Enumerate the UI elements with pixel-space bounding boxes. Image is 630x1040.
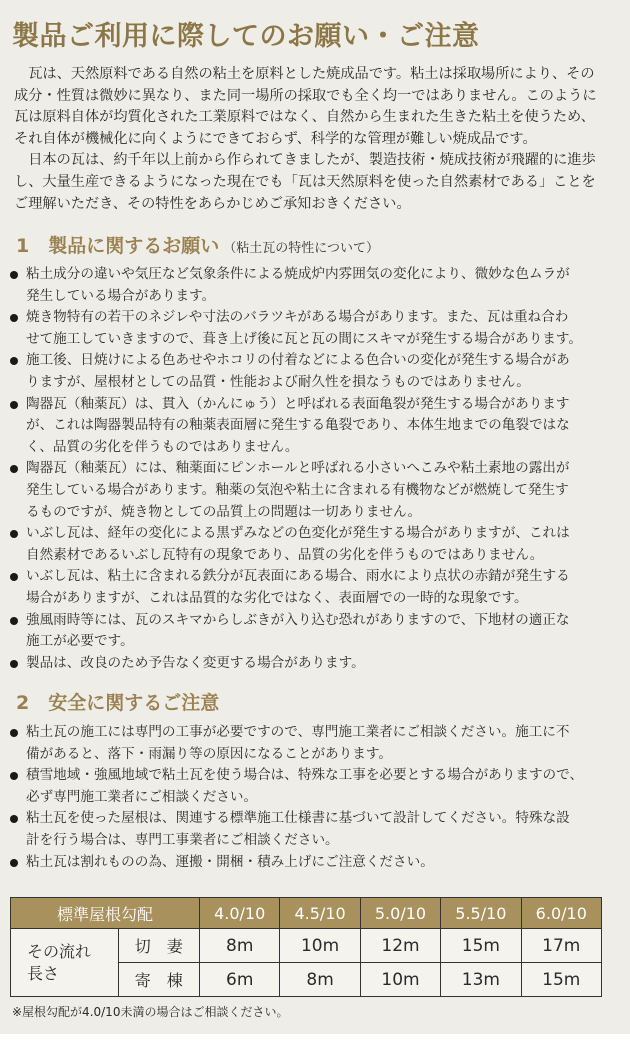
column-header: 5.5/10 (441, 898, 521, 929)
list-item-line: 施工後、日焼けによる色あせやホコリの付着などによる色合いの変化が発生する場合があ (26, 352, 570, 369)
intro-line: それ自体が機械化に向くようにできておらず、科学的な管理が難しい焼成品です。 (14, 130, 537, 147)
table-cell: 12m (360, 929, 440, 963)
list-item (8, 653, 618, 675)
section1-heading (16, 231, 379, 258)
column-header: 6.0/10 (521, 898, 601, 929)
section2-list (8, 722, 618, 873)
bullet-icon (10, 530, 18, 538)
bullet-icon (10, 772, 18, 780)
list-item-line: りますが、屋根材としての品質・性能および耐久性を損なうものではありません。 (26, 373, 530, 390)
intro-text (14, 64, 614, 215)
list-item (8, 722, 618, 765)
list-item-line: 陶器瓦（釉薬瓦）には、釉薬面にピンホールと呼ばれる小さいへこみや粘土素地の露出が (26, 460, 570, 477)
bullet-icon (10, 465, 18, 473)
footnote: ※屋根勾配が4.0/10未満の場合はご相談ください。 (12, 1005, 289, 1019)
list-item (8, 350, 618, 393)
list-item-line: 強風雨時等には、瓦のスキマからしぶきが入り込む恐れがありますので、下地材の適正な (26, 611, 570, 628)
bullet-icon (10, 660, 18, 668)
list-item-line: 陶器瓦（釉薬瓦）は、貫入（かんにゅう）と呼ばれる表面亀裂が発生する場合があります (26, 395, 570, 412)
intro-line: 瓦は、天然原料である自然の粘土を原料とした焼成品です。粘土は採取場所により、その (14, 66, 595, 82)
bottom-strip (0, 1034, 630, 1040)
list-item-line: 粘土瓦を使った屋根は、関連する標準施工仕様書に基づいて設計してください。特殊な設 (26, 810, 570, 827)
list-item-line: 場合がありますが、これは品質的な劣化ではなく、表面層での一時的な現象です。 (26, 589, 528, 606)
bullet-icon (10, 859, 18, 867)
list-item-line: 粘土成分の違いや気圧など気象条件による焼成炉内雰囲気の変化により、微妙な色ムラが (26, 266, 570, 282)
list-item (8, 458, 618, 523)
list-item (8, 610, 618, 653)
section1-list (8, 264, 618, 674)
header-cell: 標準屋根勾配 (11, 898, 200, 929)
list-item-line: 計を行う場合は、専門工事業者にご相談ください。 (26, 831, 339, 848)
list-item-line: 備があると、落下・雨漏り等の原因になることがあります。 (26, 745, 392, 762)
list-item-line: せて施工していきますので、葺き上げ後に瓦と瓦の間にスキマが発生する場合があります。 (26, 330, 582, 347)
list-item-line: 製品は、改良のため予告なく変更する場合があります。 (26, 654, 365, 671)
table-cell: 15m (521, 963, 601, 997)
bullet-icon (10, 573, 18, 581)
column-header: 4.0/10 (200, 898, 280, 929)
table-header-row (11, 898, 602, 929)
list-item-line: 施工が必要です。 (26, 633, 134, 650)
column-header: 4.5/10 (280, 898, 360, 929)
section2-heading: 2 安全に関するご注意 (16, 692, 220, 714)
intro-line: 日本の瓦は、約千年以上前から作られてきましたが、製造技術・焼成技術が飛躍的に進歩 (14, 152, 596, 169)
intro-line: 成分・性質は微妙に異なり、また同一場所の採取でも全く均一ではありません。このように (14, 87, 597, 104)
table-cell: 13m (441, 963, 521, 997)
list-item (8, 394, 618, 459)
bullet-icon (10, 815, 18, 823)
table-cell: 10m (280, 929, 360, 963)
table-cell: 8m (280, 963, 360, 997)
list-item (8, 566, 618, 609)
list-item-line: 自然素材であるいぶし瓦特有の現象であり、品質の劣化を伴うものではありません。 (26, 546, 544, 563)
bullet-icon (10, 314, 18, 322)
column-header: 5.0/10 (360, 898, 440, 929)
list-item (8, 264, 618, 307)
list-item-line: が、これは陶器製品特有の釉薬表面層に発生する亀裂であり、本体生地までの亀裂ではな (26, 417, 570, 434)
list-item (8, 523, 618, 566)
bullet-icon (10, 617, 18, 625)
table-cell: 8m (200, 929, 280, 963)
bullet-icon (10, 401, 18, 409)
roof-pitch-table (10, 897, 602, 997)
intro-line: し、大量生産できるようになった現在でも「瓦は天然原料を使った自然素材である」ことを (14, 173, 596, 190)
table-cell: 10m (360, 963, 440, 997)
list-item-line: いぶし瓦は、経年の変化による黒ずみなどの色変化が発生する場合がありますが、これは (26, 525, 570, 542)
table-cell: 17m (521, 929, 601, 963)
list-item-line: 発生している場合があります。釉薬の気泡や粘土に含まれる有機物などが燃焼して発生す (26, 481, 569, 498)
list-item-line: 積雪地域・強風地域で粘土瓦を使う場合は、特殊な工事を必要とする場合がありますので、 (26, 767, 584, 784)
list-item-line: 粘土瓦の施工には専門の工事が必要ですので、専門施工業者にご相談ください。施工に不 (26, 724, 570, 740)
list-item (8, 852, 618, 874)
list-item-line: 焼き物特有の若干のネジレや寸法のバラツキがある場合があります。また、瓦は重ね合わ (26, 309, 569, 326)
bullet-icon (10, 271, 18, 279)
intro-line: 瓦は原料自体が均質化された工業原料ではなく、自然から生まれた生きた粘土を使うため、 (14, 109, 595, 126)
list-item (8, 307, 618, 350)
bullet-icon (10, 729, 18, 737)
row-group-label (11, 929, 119, 997)
row-label: 切 妻 (118, 929, 199, 963)
list-item-line: 発生している場合があります。 (26, 287, 216, 304)
list-item (8, 765, 618, 808)
table-cell: 6m (200, 963, 280, 997)
list-item-line: るものですが、焼き物としての品質上の問題は一切ありません。 (26, 503, 422, 520)
section1-title: 1 製品に関するお願い (16, 235, 220, 257)
page-title: 製品ご利用に際してのお願い・ご注意 (12, 21, 480, 52)
list-item-line: 必ず専門施工業者にご相談ください。 (26, 788, 258, 805)
list-item-line: いぶし瓦は、粘土に含まれる鉄分が瓦表面にある場合、雨水により点状の赤錆が発生する (26, 568, 570, 585)
row-group-text: その流れ長さ (27, 941, 92, 983)
list-item-line: く、品質の劣化を伴うものではありません。 (26, 438, 299, 455)
intro-line: ご理解いただき、その特性をあらかじめご承知おきください。 (14, 195, 411, 212)
section1-subtitle: （粘土瓦の特性について） (223, 241, 379, 256)
table-row (11, 929, 602, 963)
list-item (8, 808, 618, 851)
bullet-icon (10, 357, 18, 365)
table-cell: 15m (441, 929, 521, 963)
row-label: 寄 棟 (118, 963, 199, 997)
list-item-line: 粘土瓦は割れものの為、運搬・開梱・積み上げにご注意ください。 (26, 853, 434, 870)
